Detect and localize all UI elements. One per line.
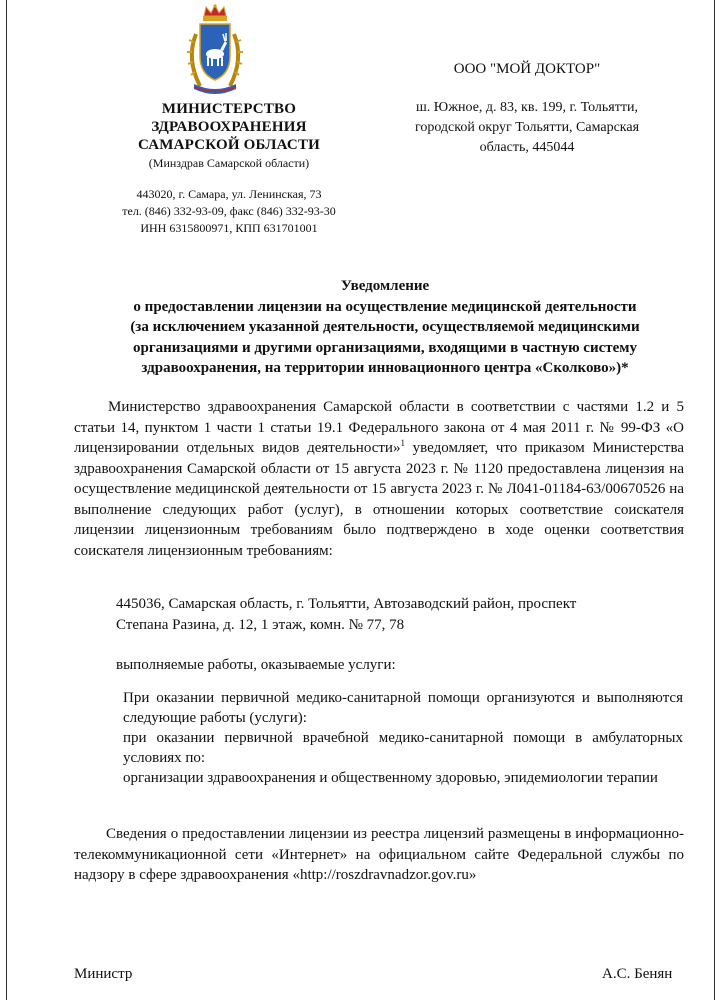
service-item: при оказании первичной врачебной медико-санитарной помощи в амбулаторных условиях по: — [123, 730, 683, 766]
samara-coat-of-arms-icon — [180, 4, 250, 96]
crown-icon — [203, 4, 227, 21]
recipient-address: ш. Южное, д. 83, кв. 199, г. Тольятти, городской округ Тольятти, Самарская область, 445044 — [414, 100, 640, 155]
ministry-inn: ИНН 6315800971, КПП 631701001 — [140, 221, 318, 235]
signer-position: Министр — [74, 966, 133, 982]
notice-subtitle: о предоставлении лицензии на осуществление медицинской деятельности (за исключением указанной деятельности, осуществляемой медицинскими организациями и другими организациями, входящими в частную систему здравоохранения, на территории инновационного центра «Сколково»)* — [130, 298, 640, 376]
service-item: При оказании первичной медико-санитарной помощи организуются и выполняются следующие работы (услуги): — [123, 690, 683, 726]
ministry-contacts — [90, 186, 368, 237]
signer-name: А.С. Бенян — [602, 966, 673, 982]
recipient-name: ООО "МОЙ ДОКТОР" — [453, 61, 601, 77]
ministry-name: МИНИСТЕРСТВО ЗДРАВООХРАНЕНИЯ САМАРСКОЙ ОБЛАСТИ — [137, 101, 321, 153]
main-paragraph — [74, 397, 684, 561]
service-item: организации здравоохранения и общественному здоровью, эпидемиологии терапии — [123, 770, 658, 786]
notice-title: Уведомление — [340, 278, 430, 294]
registry-paragraph: Сведения о предоставлении лицензии из реестра лицензий размещены в информационно- телекоммуникационной сети «Интернет» на официальном сайте Федеральной службы по надзору в сфере здравоохранения «http://roszdravnadzor.gov.ru» — [74, 826, 684, 883]
recipient-block — [382, 60, 672, 158]
ministry-short-name: (Минздрав Самарской области) — [148, 156, 310, 170]
main-paragraph-part1: Министерство здравоохранения Самарской области в соответствии с частями 1.2 и 5 статьи 14, пунктом 1 части 1 статьи 19.1 Федерального закона от 4 мая 2011 г. № 99-ФЗ «О лицензировании отдельных видов деятельности» — [74, 399, 684, 456]
services-list — [123, 688, 683, 788]
works-label: выполняемые работы, оказываемые услуги: — [116, 657, 396, 673]
ministry-address: 443020, г. Самара, ул. Ленинская, 73 — [136, 187, 322, 201]
footnote-marker: 1 — [400, 438, 405, 448]
main-paragraph-part2: уведомляет, что приказом Министерства здравоохранения Самарской области от 15 августа 2023 г. № 1120 предоставлена лицензия на осуществление медицинской деятельности от 15 августа 2023 г. № Л041-01184-63/00670526 на выполнение следующих работ (услуг), в отношении которых соответствие соискателя лицензии лицензионным требованиям было подтверждено в ходе оценки соответствия соискателя лицензионным требованиям: — [74, 440, 684, 559]
ministry-block — [90, 100, 368, 237]
activity-address: 445036, Самарская область, г. Тольятти, Автозаводский район, проспект Степана Разина, д. 12, 1 этаж, комн. № 77, 78 — [116, 596, 577, 633]
ministry-phones: тел. (846) 332-93-09, факс (846) 332-93-30 — [122, 204, 336, 218]
notice-heading — [80, 276, 690, 379]
